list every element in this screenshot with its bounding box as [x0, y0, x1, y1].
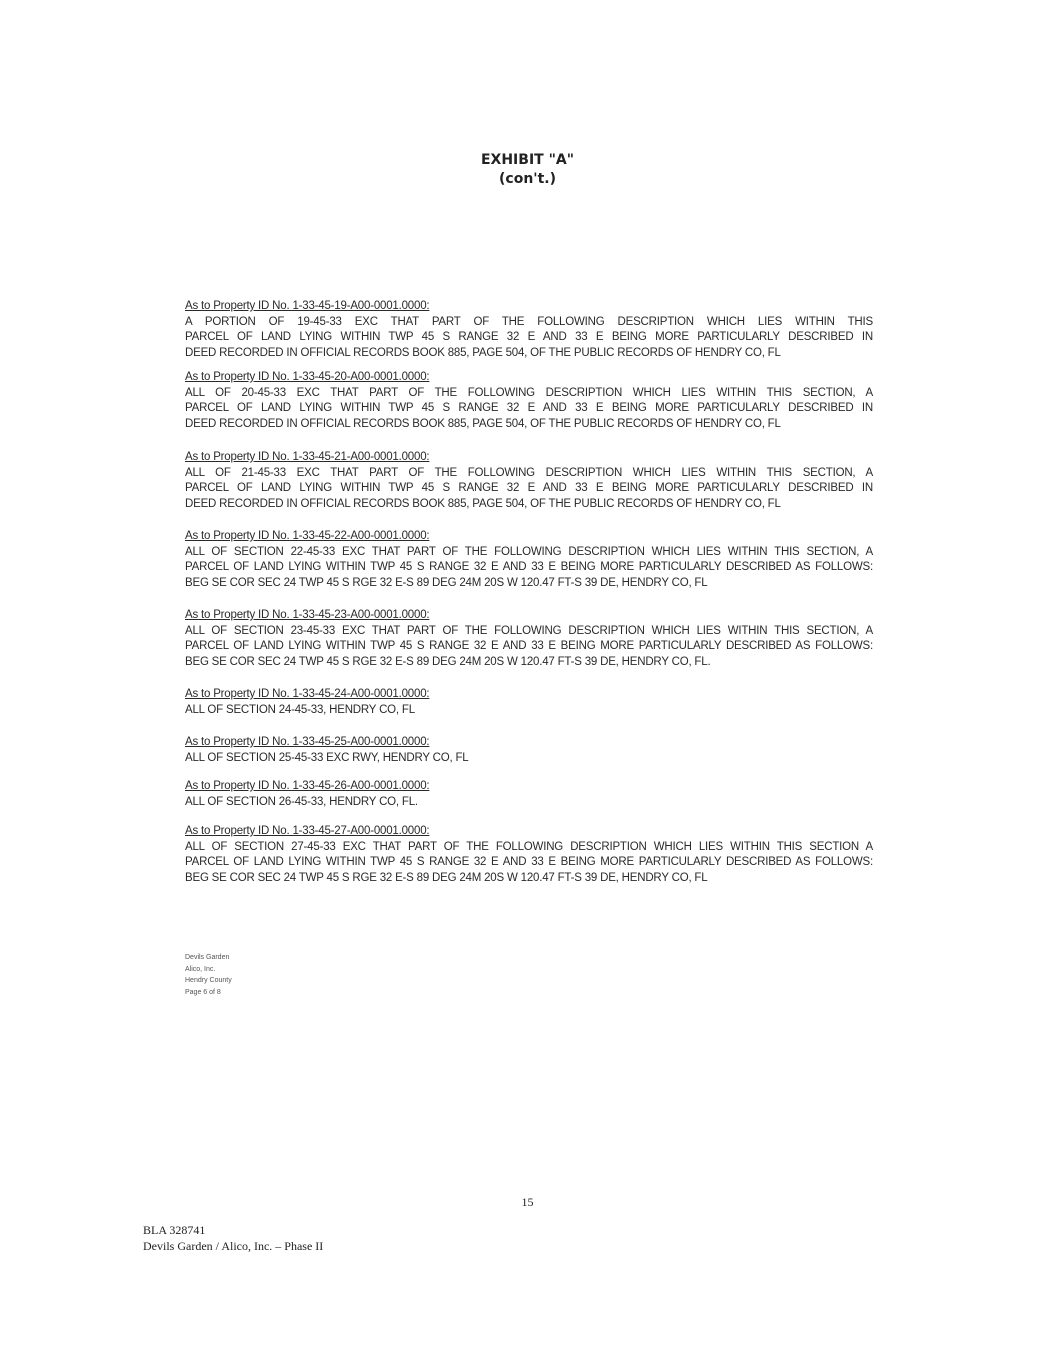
description-line: PARCEL OF LAND LYING WITHIN TWP 45 S RANGE 32 E AND 33 E BEING MORE PARTICULARLY DESCRIBED IN: [185, 402, 873, 414]
description-line: BEG SE COR SEC 24 TWP 45 S RGE 32 E-S 89 DEG 24M 20S W 120.47 FT-S 39 DE, HENDRY CO, FL: [185, 871, 708, 884]
exhibit-subtitle: (con't.): [499, 171, 556, 187]
inner-footer-line: Devils Garden: [185, 954, 230, 961]
property-section: [185, 735, 873, 766]
description-line: ALL OF SECTION 25-45-33 EXC RWY, HENDRY CO, FL: [185, 751, 469, 764]
property-section: [185, 370, 873, 432]
description-line: ALL OF 20-45-33 EXC THAT PART OF THE FOLLOWING DESCRIPTION WHICH LIES WITHIN THIS SECTION, A: [185, 386, 873, 399]
property-section: [185, 824, 873, 886]
property-section: [185, 779, 873, 810]
description-line: ALL OF SECTION 22-45-33 EXC THAT PART OF THE FOLLOWING DESCRIPTION WHICH LIES WITHIN THIS SECTION, A: [185, 545, 873, 558]
property-section: [185, 529, 873, 591]
description-line: ALL OF SECTION 26-45-33, HENDRY CO, FL.: [185, 795, 418, 808]
property-id-heading: As to Property ID No. 1-33-45-25-A00-0001.0000:: [185, 736, 430, 748]
footer-project: Devils Garden / Alico, Inc. – Phase II: [143, 1239, 324, 1253]
page-number: 15: [521, 1195, 534, 1209]
property-section: [185, 608, 873, 670]
inner-footer-line: Hendry County: [185, 977, 232, 984]
description-line: DEED RECORDED IN OFFICIAL RECORDS BOOK 885, PAGE 504, OF THE PUBLIC RECORDS OF HENDRY CO, FL: [185, 417, 781, 430]
document-footer: [143, 1222, 323, 1254]
property-section: [185, 687, 873, 718]
inner-footer-line: Alico, Inc.: [185, 965, 216, 973]
property-id-heading: As to Property ID No. 1-33-45-20-A00-0001.0000:: [185, 371, 430, 383]
description-line: PARCEL OF LAND LYING WITHIN TWP 45 S RANGE 32 E AND 33 E BEING MORE PARTICULARLY DESCRIBED AS FOLLOWS:: [185, 640, 873, 652]
description-line: PARCEL OF LAND LYING WITHIN TWP 45 S RANGE 32 E AND 33 E BEING MORE PARTICULARLY DESCRIBED AS FOLLOWS:: [185, 856, 873, 868]
description-line: A PORTION OF 19-45-33 EXC THAT PART OF THE FOLLOWING DESCRIPTION WHICH LIES WITHIN THIS: [185, 315, 873, 328]
inner-footer: [185, 952, 232, 998]
property-id-heading: As to Property ID No. 1-33-45-26-A00-0001.0000:: [185, 780, 430, 792]
description-line: ALL OF 21-45-33 EXC THAT PART OF THE FOLLOWING DESCRIPTION WHICH LIES WITHIN THIS SECTION, A: [185, 466, 873, 479]
description-line: ALL OF SECTION 27-45-33 EXC THAT PART OF THE FOLLOWING DESCRIPTION WHICH LIES WITHIN THIS SECTION A: [185, 840, 873, 853]
description-line: ALL OF SECTION 23-45-33 EXC THAT PART OF THE FOLLOWING DESCRIPTION WHICH LIES WITHIN THIS SECTION, A: [185, 624, 873, 637]
property-section: [185, 450, 873, 512]
property-id-heading: As to Property ID No. 1-33-45-19-A00-0001.0000:: [185, 300, 430, 312]
description-line: BEG SE COR SEC 24 TWP 45 S RGE 32 E-S 89 DEG 24M 20S W 120.47 FT-S 39 DE, HENDRY CO, FL: [185, 576, 708, 589]
description-line: DEED RECORDED IN OFFICIAL RECORDS BOOK 885, PAGE 504, OF THE PUBLIC RECORDS OF HENDRY CO, FL: [185, 497, 781, 510]
description-line: DEED RECORDED IN OFFICIAL RECORDS BOOK 885, PAGE 504, OF THE PUBLIC RECORDS OF HENDRY CO, FL: [185, 346, 781, 359]
footer-bla-number: BLA 328741: [143, 1223, 206, 1237]
description-line: PARCEL OF LAND LYING WITHIN TWP 45 S RANGE 32 E AND 33 E BEING MORE PARTICULARLY DESCRIBED IN: [185, 482, 873, 494]
property-id-heading: As to Property ID No. 1-33-45-27-A00-0001.0000:: [185, 825, 430, 837]
property-id-heading: As to Property ID No. 1-33-45-22-A00-0001.0000:: [185, 530, 430, 542]
exhibit-title: EXHIBIT "A": [480, 152, 574, 168]
property-id-heading: As to Property ID No. 1-33-45-21-A00-0001.0000:: [185, 451, 430, 463]
property-section: [185, 299, 873, 361]
description-line: BEG SE COR SEC 24 TWP 45 S RGE 32 E-S 89 DEG 24M 20S W 120.47 FT-S 39 DE, HENDRY CO, FL.: [185, 655, 711, 668]
property-id-heading: As to Property ID No. 1-33-45-24-A00-0001.0000:: [185, 688, 430, 700]
property-id-heading: As to Property ID No. 1-33-45-23-A00-0001.0000:: [185, 609, 430, 621]
inner-footer-line: Page 6 of 8: [185, 988, 221, 996]
description-line: ALL OF SECTION 24-45-33, HENDRY CO, FL: [185, 703, 415, 716]
description-line: PARCEL OF LAND LYING WITHIN TWP 45 S RANGE 32 E AND 33 E BEING MORE PARTICULARLY DESCRIBED AS FOLLOWS:: [185, 561, 873, 573]
description-line: PARCEL OF LAND LYING WITHIN TWP 45 S RANGE 32 E AND 33 E BEING MORE PARTICULARLY DESCRIBED IN: [185, 331, 873, 343]
